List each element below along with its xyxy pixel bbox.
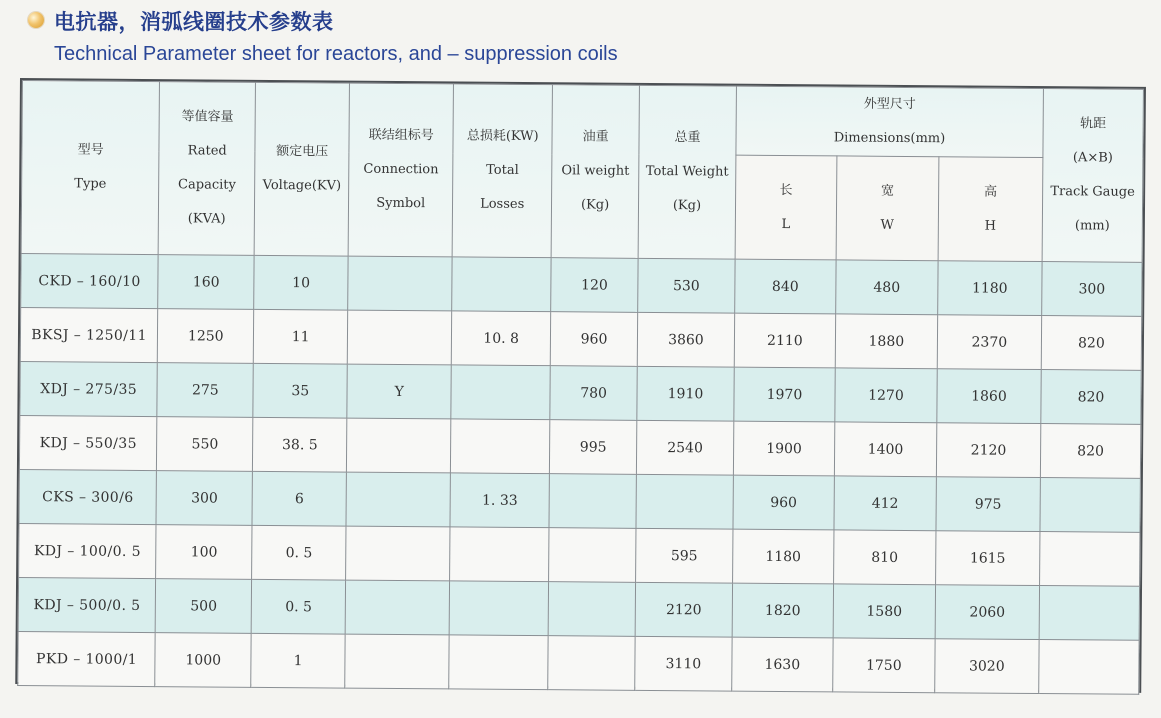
header-gauge-en: Track Gauge [1050, 184, 1135, 200]
table-header [21, 81, 1143, 263]
cell-w: 810 [833, 530, 935, 585]
cell-l: 1820 [732, 583, 833, 638]
table-row [21, 254, 1142, 317]
cell-total-weight: 530 [638, 258, 735, 313]
cell-capacity: 160 [158, 255, 254, 310]
cell-losses [449, 635, 548, 690]
cell-w: 1270 [835, 368, 937, 423]
cell-capacity: 300 [156, 471, 252, 526]
header-length [735, 155, 837, 260]
header-rated-capacity [158, 82, 255, 256]
cell-losses [452, 257, 551, 312]
parameter-table-container [15, 78, 1146, 693]
cell-h: 2060 [935, 585, 1039, 640]
table-row [18, 632, 1139, 695]
bullet-icon [28, 12, 44, 28]
cell-w: 1400 [834, 422, 936, 477]
cell-h: 1860 [937, 369, 1041, 424]
cell-l: 1900 [733, 421, 834, 476]
cell-l: 1970 [734, 367, 835, 422]
cell-track-gauge: 300 [1042, 262, 1142, 317]
cell-track-gauge [1040, 478, 1140, 533]
cell-type: KDJ – 550/35 [19, 416, 157, 471]
cell-type: BKSJ – 1250/11 [20, 308, 158, 363]
cell-symbol [345, 634, 449, 689]
cell-type: PKD – 1000/1 [18, 632, 156, 687]
cell-w: 480 [836, 260, 938, 315]
cell-l: 1630 [732, 637, 833, 692]
cell-oil-weight [548, 582, 635, 637]
cell-capacity: 275 [157, 363, 253, 418]
cell-capacity: 550 [157, 417, 253, 472]
cell-w: 1750 [833, 638, 935, 693]
cell-total-weight: 1910 [637, 366, 734, 421]
header-gauge-cn: 轨距 [1080, 116, 1107, 132]
cell-l: 2110 [734, 313, 835, 368]
header-connection-symbol [348, 83, 453, 257]
cell-losses [449, 581, 548, 636]
cell-oil-weight [548, 636, 635, 691]
header-weight-cn: 总重 [674, 130, 701, 146]
cell-w: 1580 [833, 584, 935, 639]
header-gauge-formula: (A×B) [1072, 150, 1113, 166]
cell-voltage: 1 [251, 633, 345, 688]
cell-voltage: 6 [252, 471, 346, 526]
cell-voltage: 0. 5 [252, 525, 346, 580]
header-losses-en: Total [486, 162, 519, 178]
cell-losses [451, 365, 550, 420]
cell-total-weight: 2540 [636, 420, 733, 475]
header-type-cn: 型号 [77, 142, 104, 158]
header-weight-unit: (Kg) [672, 198, 702, 214]
cell-total-weight: 595 [636, 528, 733, 583]
header-width-en: W [880, 217, 895, 233]
header-oil-unit: (Kg) [580, 197, 610, 213]
table-row [19, 524, 1140, 587]
header-oil-en: Oil weight [561, 163, 630, 179]
header-oil-cn: 油重 [582, 129, 609, 145]
cell-type: KDJ – 500/0. 5 [18, 578, 156, 633]
cell-oil-weight: 780 [550, 366, 637, 421]
header-width [836, 156, 939, 261]
cell-voltage: 35 [253, 363, 347, 418]
cell-h: 975 [936, 477, 1040, 532]
header-capacity-unit: (KVA) [187, 211, 226, 227]
header-oil-weight [551, 85, 639, 259]
header-weight-en: Total Weight [645, 163, 729, 180]
header-height-en: H [984, 218, 997, 234]
cell-oil-weight: 995 [550, 420, 637, 475]
cell-voltage: 0. 5 [251, 579, 345, 634]
table-body [18, 254, 1142, 695]
cell-total-weight: 3860 [637, 312, 734, 367]
cell-losses [450, 527, 549, 582]
cell-w: 1880 [835, 314, 937, 369]
cell-oil-weight [549, 474, 636, 529]
cell-oil-weight: 120 [551, 258, 638, 313]
header-height [938, 157, 1043, 262]
cell-track-gauge: 820 [1041, 316, 1141, 371]
table-row [19, 416, 1140, 479]
header-losses-cn: 总损耗(KW) [466, 128, 539, 145]
header-voltage-cn: 额定电压 [276, 144, 329, 160]
cell-symbol [348, 256, 452, 311]
cell-total-weight: 3110 [635, 636, 732, 691]
cell-track-gauge: 820 [1040, 424, 1140, 479]
header-total-losses [452, 84, 552, 258]
cell-losses: 10. 8 [451, 311, 550, 366]
header-voltage [254, 82, 349, 256]
cell-h: 2120 [936, 423, 1040, 478]
cell-oil-weight [549, 528, 636, 583]
cell-symbol [346, 526, 450, 581]
header-type-en: Type [74, 176, 107, 192]
title-chinese: 电抗器，消弧线圈技术参数表 [54, 10, 334, 34]
header-voltage-en: Voltage(KV) [262, 177, 342, 194]
cell-voltage: 10 [254, 255, 348, 310]
cell-track-gauge [1039, 586, 1139, 641]
cell-voltage: 38. 5 [253, 417, 347, 472]
header-dimensions-en: Dimensions(mm) [833, 130, 946, 147]
header-symbol-cn: 联结组标号 [368, 127, 434, 144]
cell-capacity: 100 [156, 525, 252, 580]
cell-voltage: 11 [254, 309, 348, 364]
cell-symbol [345, 580, 449, 635]
header-dimensions-cn: 外型尺寸 [863, 96, 916, 113]
table-row [19, 470, 1140, 533]
cell-symbol [347, 418, 451, 473]
cell-h: 1615 [935, 531, 1039, 586]
table-row [18, 578, 1139, 641]
cell-type: CKD – 160/10 [21, 254, 159, 309]
parameter-table [17, 80, 1144, 695]
header-losses-en2: Losses [480, 196, 525, 212]
cell-type: KDJ – 100/0. 5 [19, 524, 157, 579]
table-row [20, 308, 1141, 371]
cell-symbol [347, 310, 451, 365]
cell-capacity: 500 [155, 579, 251, 634]
cell-type: XDJ – 275/35 [20, 362, 158, 417]
cell-h: 1180 [938, 261, 1042, 316]
cell-h: 2370 [937, 315, 1041, 370]
header-length-en: L [781, 216, 791, 232]
header-total-weight [638, 85, 736, 259]
cell-total-weight [636, 474, 733, 529]
header-capacity-en2: Capacity [178, 177, 236, 193]
header-symbol-en2: Symbol [376, 195, 426, 212]
title-english: Technical Parameter sheet for reactors, and – suppression coils [54, 43, 618, 65]
cell-oil-weight: 960 [550, 312, 637, 367]
cell-losses: 1. 33 [450, 473, 549, 528]
cell-capacity: 1000 [155, 633, 251, 688]
header-gauge-unit: (mm) [1074, 218, 1110, 234]
cell-symbol: Y [347, 364, 451, 419]
cell-capacity: 1250 [158, 309, 254, 364]
cell-track-gauge: 820 [1041, 370, 1141, 425]
header-type [21, 81, 160, 255]
cell-track-gauge [1039, 640, 1139, 695]
header-symbol-en: Connection [363, 161, 439, 178]
cell-w: 412 [834, 476, 936, 531]
header-width-cn: 宽 [880, 183, 895, 199]
cell-type: CKS – 300/6 [19, 470, 157, 525]
cell-l: 960 [733, 475, 834, 530]
cell-h: 3020 [935, 639, 1039, 694]
header-capacity-en: Rated [187, 143, 227, 159]
cell-total-weight: 2120 [635, 582, 732, 637]
header-dimensions [736, 86, 1044, 157]
table-row [20, 362, 1141, 425]
header-capacity-cn: 等值容量 [181, 109, 234, 125]
document-header [28, 4, 1148, 74]
header-height-cn: 高 [984, 184, 998, 200]
cell-losses [451, 419, 550, 474]
cell-l: 840 [735, 259, 836, 314]
cell-l: 1180 [732, 529, 833, 584]
header-length-cn: 长 [779, 182, 793, 198]
cell-track-gauge [1039, 532, 1139, 587]
header-track-gauge [1042, 89, 1143, 263]
cell-symbol [346, 472, 450, 527]
